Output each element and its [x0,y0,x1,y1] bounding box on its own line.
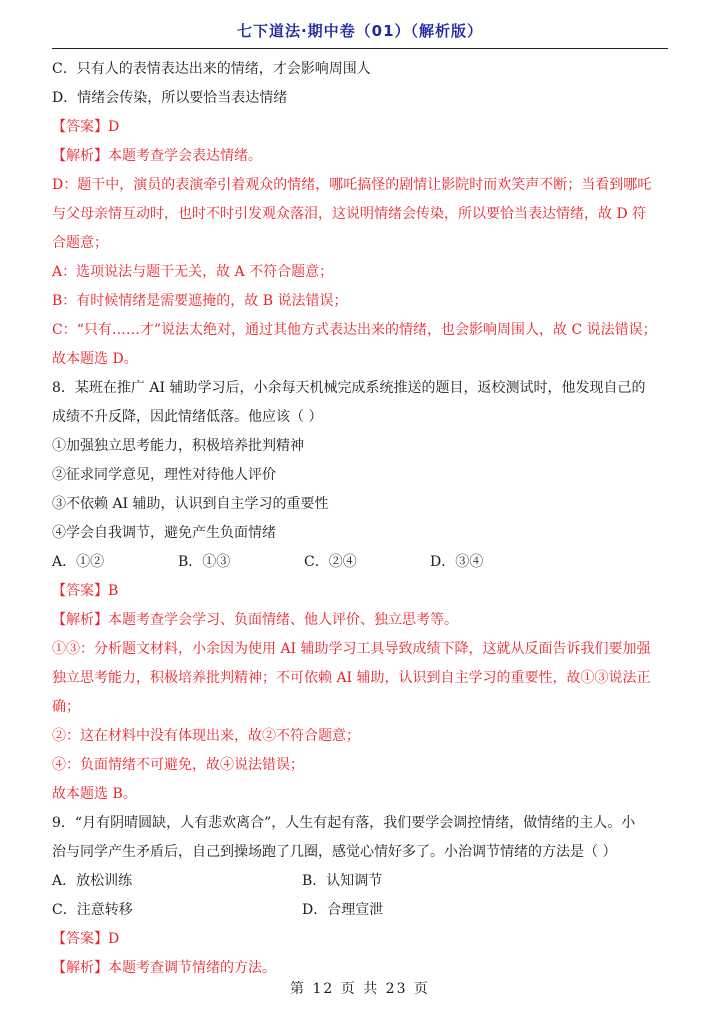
q8-answer: 【答案】B [52,583,119,599]
prev-analysis-line: 【解析】本题考查学会表达情绪。 [52,148,262,164]
q8-analysis-line: 独立思考能力，积极培养批判精神；不可依赖 AI 辅助，认识到自主学习的重要性，故①③说法正 [52,670,651,686]
prev-option-c: C．只有人的表情表达出来的情绪，才会影响周围人 [52,61,371,77]
q9-stem-line: 治与同学产生矛盾后，自己到操场跑了几圈，感觉心情好多了。小治调节情绪的方法是（ ） [52,844,617,860]
document-body [52,56,670,984]
prev-analysis-line: 合题意； [52,235,108,251]
prev-analysis-line: 与父母亲情互动时，也时不时引发观众落泪，这说明情绪会传染，所以要恰当表达情绪，故 D 符 [52,206,647,222]
q9-option-d: D．合理宣泄 [302,902,384,918]
document-title: 七下道法·期中卷（01）（解析版） [236,22,484,40]
q8-analysis-line: ①③：分析题文材料，小余因为使用 AI 辅助学习工具导致成绩下降，这就从反面告诉我们要加强 [52,641,651,657]
q8-analysis-line: 【解析】本题考查学会学习、负面情绪、他人评价、独立思考等。 [52,612,458,628]
q9-option-a: A．放松训练 [52,873,133,889]
q9-analysis-line: 【解析】本题考查调节情绪的方法。 [52,960,276,976]
q9-stem-line: 9．“月有阴晴圆缺，人有悲欢离合”，人生有起有落，我们要学会调控情绪，做情绪的主人。小 [52,815,636,831]
q8-option-d: D．③④ [430,554,484,570]
q8-analysis-line: ④：负面情绪不可避免，故④说法错误； [52,757,304,773]
prev-analysis-line: D：题干中，演员的表演牵引着观众的情绪，哪吒搞怪的剧情让影院时而欢笑声不断；当看到哪吒 [52,177,652,193]
q9-answer: 【答案】D [52,931,120,947]
prev-answer: 【答案】D [52,119,120,135]
prev-analysis-line: C：“只有……才”说法太绝对，通过其他方式表达出来的情绪，也会影响周围人，故 C 说法错误； [52,322,657,338]
q9-option-c: C．注意转移 [52,902,133,918]
q8-option-a: A．①② [52,554,105,570]
q8-statement: ③不依赖 AI 辅助，认识到自主学习的重要性 [52,496,329,512]
q8-stem-line: 成绩不升反降，因此情绪低落。他应该（ ） [52,409,323,425]
q9-options-row-1 [52,868,670,894]
q8-analysis-line: 确； [52,699,80,715]
q8-statement: ②征求同学意见，理性对待他人评价 [52,467,276,483]
prev-analysis-line: A：选项说法与题干无关，故 A 不符合题意； [52,264,334,280]
q8-statement: ①加强独立思考能力，积极培养批判精神 [52,438,304,454]
prev-analysis-line: B：有时候情绪是需要遮掩的，故 B 说法错误； [52,293,348,309]
q8-option-c: C．②④ [304,554,357,570]
prev-analysis-line: 故本题选 D。 [52,351,138,367]
q8-option-b: B．①③ [178,554,231,570]
q8-analysis-line: 故本题选 B。 [52,786,137,802]
q8-statement: ④学会自我调节，避免产生负面情绪 [52,525,276,541]
q9-option-b: B．认知调节 [302,873,383,889]
q9-options-row-2 [52,897,670,923]
q8-stem-line: 8．某班在推广 AI 辅助学习后，小余每天机械完成系统推送的题目，返校测试时，他发现自己的 [52,380,646,396]
q8-options [52,549,670,575]
page-number: 第 12 页 共 23 页 [290,981,430,997]
prev-option-d: D．情绪会传染，所以要恰当表达情绪 [52,90,288,106]
page-header [52,14,668,49]
q8-analysis-line: ②：这在材料中没有体现出来，故②不符合题意； [52,728,360,744]
